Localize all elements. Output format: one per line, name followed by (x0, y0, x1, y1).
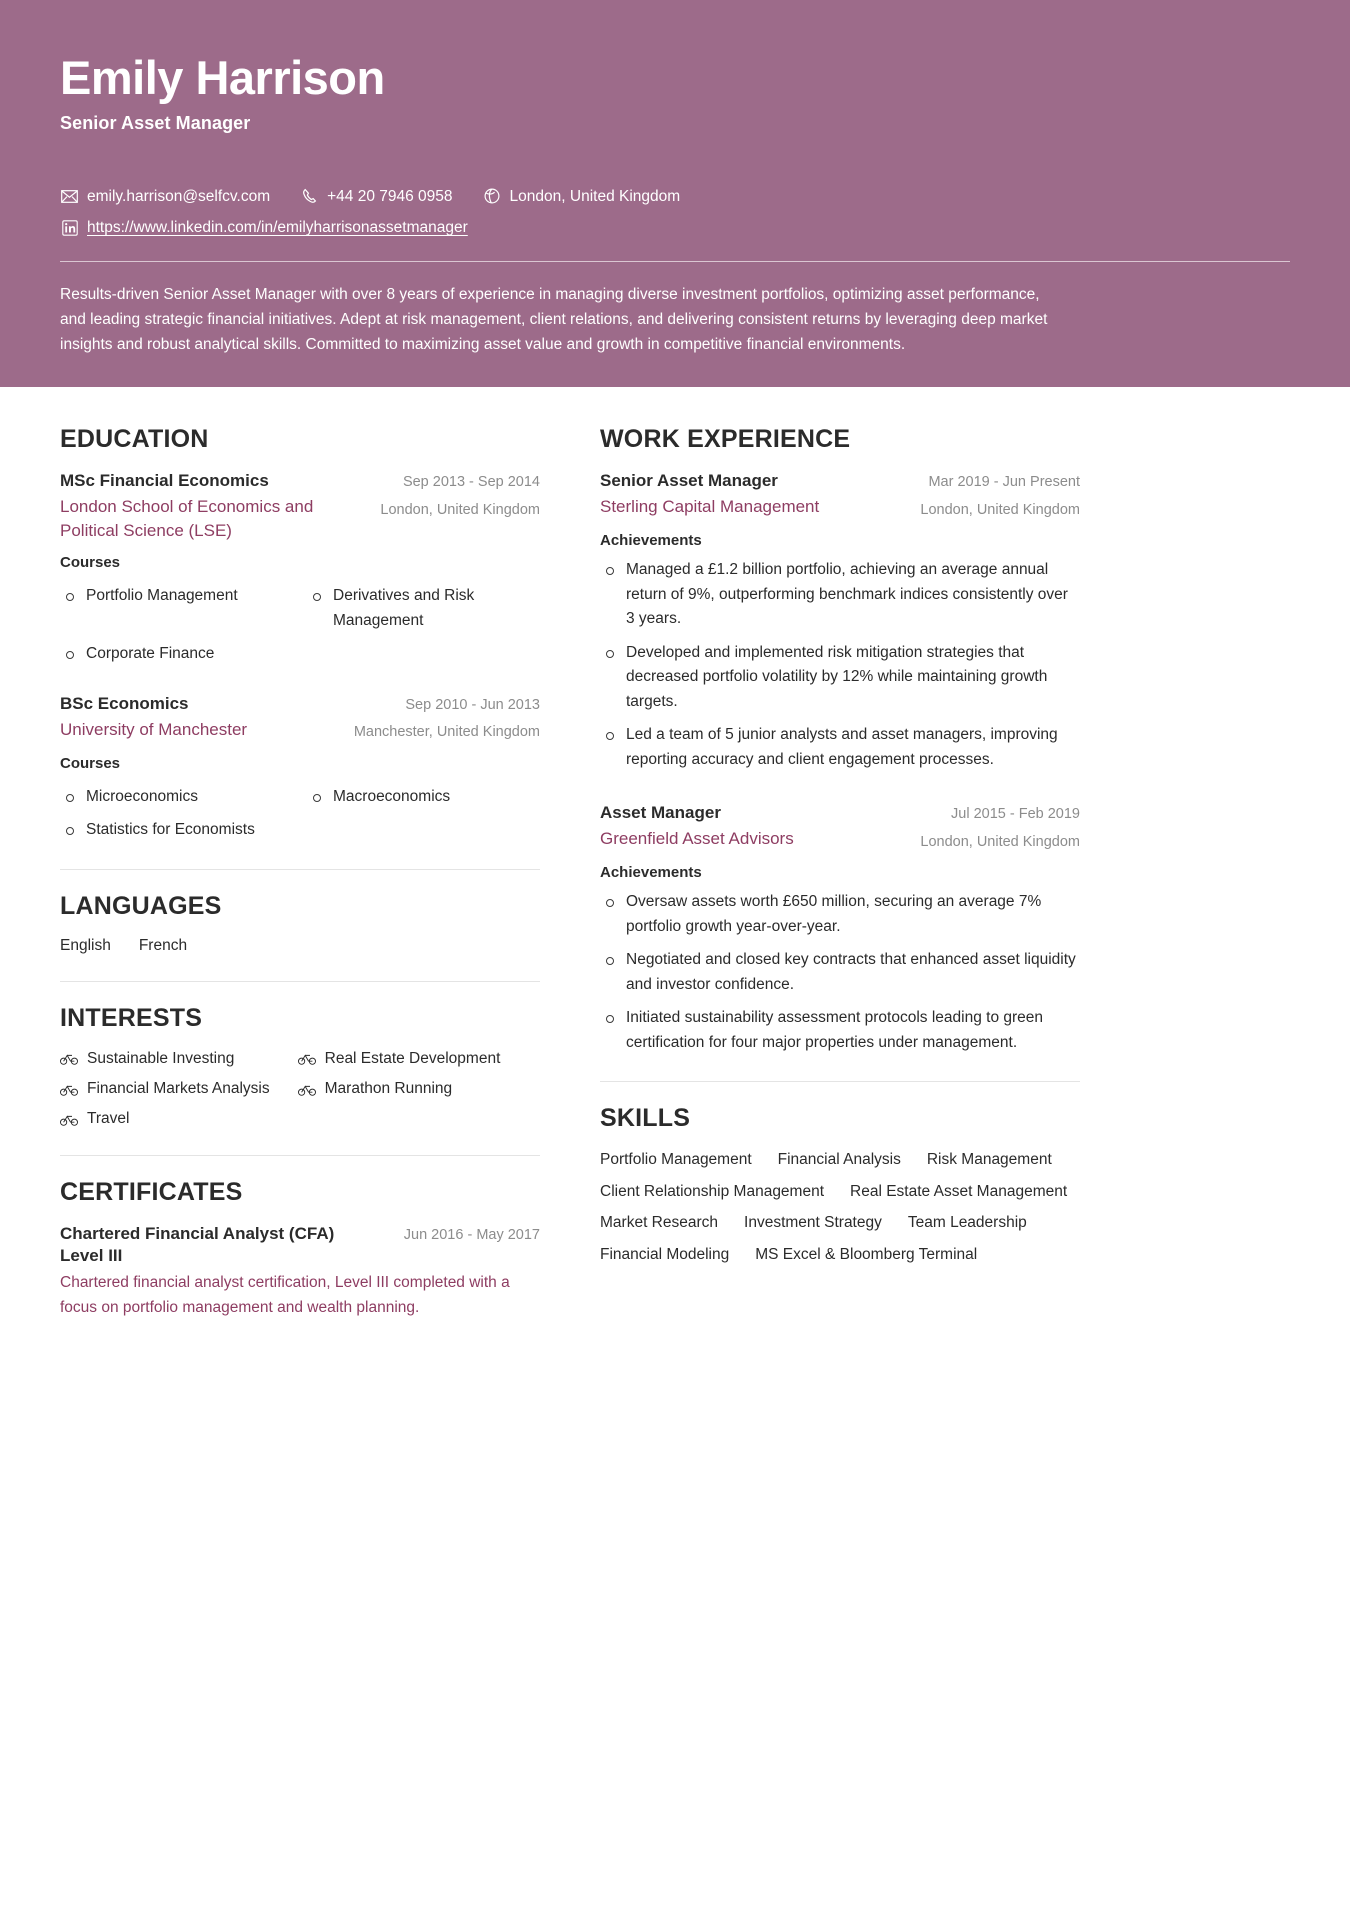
contact-email-text: emily.harrison@selfcv.com (87, 187, 271, 205)
section-divider (60, 1155, 540, 1156)
contact-location-text: London, United Kingdom (509, 187, 681, 205)
education-school: University of Manchester (60, 719, 248, 739)
contact-row-primary (60, 186, 1290, 208)
section-title-certificates: CERTIFICATES (60, 1178, 243, 1207)
envelope-icon (60, 187, 79, 206)
education-degree: MSc Financial Economics (60, 471, 269, 491)
interest-label: Marathon Running (324, 1080, 453, 1098)
linkedin-icon (60, 219, 79, 238)
contact-linkedin[interactable] (60, 217, 468, 239)
interest-label: Sustainable Investing (87, 1049, 235, 1067)
skills-list (600, 1149, 1070, 1266)
language-item: French (138, 936, 188, 954)
interest-item (298, 1079, 501, 1099)
list-item: Led a team of 5 junior analysts and asset managers, improving reporting accuracy and client engagement processes. (600, 723, 1080, 772)
profile-summary: Results-driven Senior Asset Manager with over 8 years of experience in managing diverse investment portfolios, optimizing asset performance, and leading strategic financial initiatives. Adept at risk management, client relations, and delivering consistent returns by leveraging deep market insights and robust analytical skills. Committed to maximizing asset value and growth in competitive financial environments. (60, 286, 1048, 354)
list-item: Derivatives and Risk Management (307, 584, 540, 633)
list-item: Macroeconomics (307, 785, 540, 809)
section-divider (60, 869, 540, 870)
interest-label: Travel (87, 1110, 130, 1128)
work-company: Greenfield Asset Advisors (600, 829, 794, 849)
courses-label: Courses (60, 554, 121, 572)
resume-body (0, 387, 1350, 1380)
section-certificates (60, 1178, 540, 1320)
contact-location (483, 186, 681, 208)
left-column (60, 425, 540, 1340)
education-location: Manchester, United Kingdom (353, 724, 540, 741)
section-divider (600, 1081, 1080, 1082)
certificate-entry (60, 1223, 540, 1320)
work-location: London, United Kingdom (920, 833, 1080, 850)
interests-list (60, 1049, 540, 1129)
achievements-list (600, 558, 1080, 772)
section-work-experience (600, 425, 1080, 1055)
bicycle-icon (298, 1051, 317, 1067)
interest-item (60, 1079, 270, 1099)
work-company: Sterling Capital Management (600, 497, 820, 517)
section-title-work: WORK EXPERIENCE (600, 425, 851, 454)
work-entry (600, 802, 1080, 1055)
interest-item (60, 1049, 270, 1069)
achievements-label: Achievements (600, 532, 702, 550)
skill-item: Financial Analysis (777, 1151, 901, 1169)
work-location: London, United Kingdom (920, 501, 1080, 518)
list-item: Portfolio Management (60, 584, 293, 633)
courses-list (60, 776, 540, 843)
achievements-list (600, 890, 1080, 1055)
interest-item (298, 1049, 501, 1069)
certificate-name: Chartered Financial Analyst (CFA) Level III (60, 1224, 335, 1266)
contact-linkedin-text[interactable]: https://www.linkedin.com/in/emilyharrisonassetmanager (87, 219, 468, 237)
job-title: Senior Asset Manager (60, 112, 251, 133)
list-item: Initiated sustainability assessment protocols leading to green certification for four major properties under management. (600, 1006, 1080, 1055)
list-item: Microeconomics (60, 785, 293, 809)
section-title-education: EDUCATION (60, 425, 209, 454)
list-item: Developed and implemented risk mitigation strategies that decreased portfolio volatility by 12% while maintaining growth targets. (600, 641, 1080, 714)
work-dates: Jul 2015 - Feb 2019 (951, 806, 1080, 823)
work-role: Senior Asset Manager (600, 471, 778, 491)
section-interests (60, 1004, 540, 1129)
contact-phone-text: +44 20 7946 0958 (327, 187, 453, 205)
education-dates: Sep 2010 - Jun 2013 (405, 696, 540, 713)
list-item: Managed a £1.2 billion portfolio, achieving an average annual return of 9%, outperforming benchmark indices consistently over 3 years. (600, 558, 1080, 631)
phone-icon (300, 187, 319, 206)
education-entry (60, 693, 540, 843)
section-title-skills: SKILLS (600, 1104, 691, 1133)
list-item: Negotiated and closed key contracts that enhanced asset liquidity and investor confidence. (600, 948, 1080, 997)
work-entry (600, 470, 1080, 772)
languages-list (60, 937, 540, 955)
achievements-label: Achievements (600, 864, 702, 882)
contact-row-linkedin (60, 217, 1290, 239)
skill-item: Real Estate Asset Management (850, 1182, 1068, 1200)
certificate-dates: Jun 2016 - May 2017 (403, 1227, 540, 1244)
section-languages (60, 892, 540, 955)
list-item: Statistics for Economists (60, 818, 293, 842)
bicycle-icon (60, 1051, 79, 1067)
education-degree: BSc Economics (60, 693, 189, 713)
page-title: Emily Harrison (60, 51, 385, 104)
bicycle-icon (60, 1081, 79, 1097)
skill-item: Client Relationship Management (600, 1182, 825, 1200)
education-school: London School of Economics and Political Science (LSE) (60, 497, 314, 540)
contact-block (60, 186, 1290, 239)
skill-item: Market Research (600, 1214, 719, 1232)
skill-item: Risk Management (926, 1151, 1052, 1169)
right-column (600, 425, 1080, 1274)
interest-item (60, 1109, 270, 1129)
bicycle-icon (60, 1111, 79, 1127)
globe-icon (483, 187, 502, 206)
contact-phone[interactable] (300, 186, 452, 208)
education-location: London, United Kingdom (380, 501, 540, 518)
skill-item: MS Excel & Bloomberg Terminal (755, 1245, 978, 1263)
certificate-description: Chartered financial analyst certification, Level III completed with a focus on portfolio management and wealth planning. (60, 1274, 510, 1316)
section-divider (60, 981, 540, 982)
education-dates: Sep 2013 - Sep 2014 (402, 474, 540, 491)
language-item: English (60, 936, 111, 954)
list-item: Oversaw assets worth £650 million, securing an average 7% portfolio growth year-over-year. (600, 890, 1080, 939)
work-dates: Mar 2019 - Jun Present (928, 474, 1080, 491)
section-education (60, 425, 540, 843)
list-item: Corporate Finance (60, 642, 293, 666)
skill-item: Financial Modeling (600, 1245, 730, 1263)
work-role: Asset Manager (600, 803, 721, 823)
section-title-languages: LANGUAGES (60, 891, 222, 920)
interest-label: Financial Markets Analysis (87, 1080, 270, 1098)
skill-item: Portfolio Management (600, 1151, 752, 1169)
skill-item: Team Leadership (907, 1214, 1027, 1232)
contact-email[interactable] (60, 186, 270, 208)
courses-list (60, 575, 540, 666)
section-skills (600, 1104, 1080, 1266)
courses-label: Courses (60, 754, 121, 772)
section-title-interests: INTERESTS (60, 1003, 203, 1032)
bicycle-icon (298, 1081, 317, 1097)
resume-header (0, 0, 1350, 387)
skill-item: Investment Strategy (744, 1214, 882, 1232)
header-divider (60, 261, 1290, 262)
education-entry (60, 470, 540, 666)
interest-label: Real Estate Development (324, 1049, 501, 1067)
